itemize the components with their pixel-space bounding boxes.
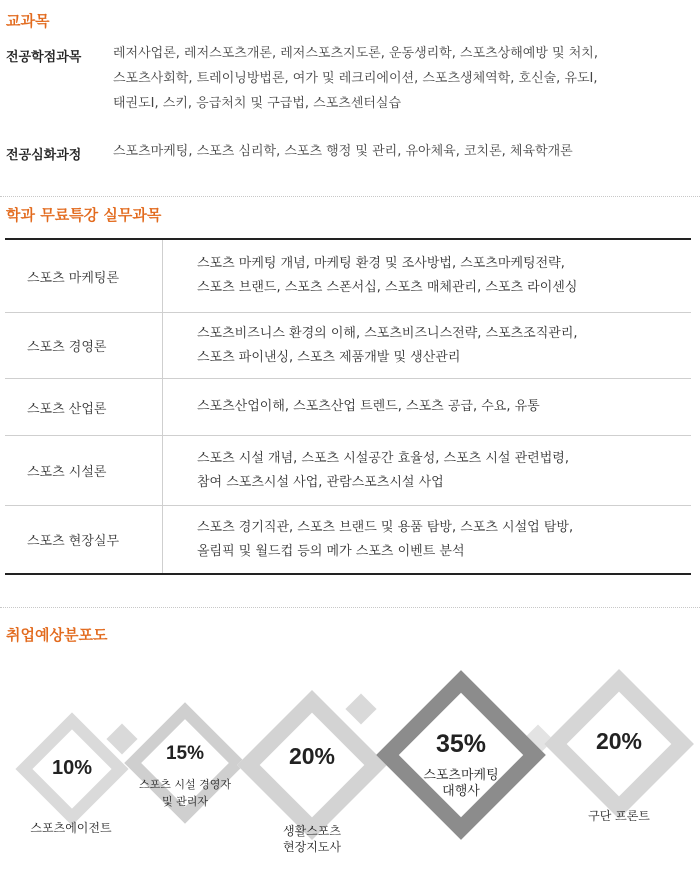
course-description: 스포츠 마케팅 개념, 마케팅 환경 및 조사방법, 스포츠마케팅전략, 스포츠 브랜드, 스포츠 스폰서십, 스포츠 매체관리, 스포츠 라이센싱	[197, 256, 578, 295]
percent-label: 10%	[51, 757, 93, 779]
employment-title: 취업예상분포도	[6, 626, 108, 644]
major-credit-label: 전공학점과목	[6, 50, 82, 65]
section-divider	[0, 196, 700, 197]
course-name: 스포츠 경영론	[5, 313, 163, 378]
job-label: 스포츠 시설 경영자 및 관리자	[138, 778, 231, 808]
table-row	[5, 378, 691, 435]
curriculum-title: 교과목	[6, 12, 50, 30]
percent-label: 20%	[595, 728, 643, 754]
special-courses-table	[5, 238, 691, 575]
percent-label: 15%	[165, 743, 205, 764]
course-name: 스포츠 시설론	[5, 436, 163, 505]
course-description: 스포츠 시설 개념, 스포츠 시설공간 효율성, 스포츠 시설 관련법령, 참여 스포츠시설 사업, 관람스포츠시설 사업	[197, 450, 569, 490]
job-label: 구단 프론트	[588, 809, 650, 823]
course-name: 스포츠 마케팅론	[5, 240, 163, 312]
percent-label: 20%	[288, 743, 336, 769]
table-row	[5, 312, 691, 378]
percent-label: 35%	[435, 730, 487, 758]
job-label: 스포츠에이전트	[30, 821, 112, 835]
job-label: 생활스포츠 현장지도사	[283, 824, 341, 854]
course-description: 스포츠비즈니스 환경의 이해, 스포츠비즈니스전략, 스포츠조직관리, 스포츠 파이낸싱, 스포츠 제품개발 및 생산관리	[197, 325, 578, 365]
major-credit-row	[6, 44, 696, 124]
table-row	[5, 435, 691, 505]
course-name: 스포츠 산업론	[5, 379, 163, 435]
employment-distribution-diagram	[0, 650, 700, 888]
job-label: 스포츠마케팅 대행사	[423, 768, 499, 799]
major-advanced-row	[6, 142, 696, 166]
course-description: 스포츠산업이해, 스포츠산업 트렌드, 스포츠 공급, 수요, 유통	[197, 399, 540, 414]
course-description: 스포츠 경기직관, 스포츠 브랜드 및 용품 탐방, 스포츠 시설업 탐방, 올림픽 및 월드컵 등의 메가 스포츠 이벤트 분석	[197, 519, 574, 559]
major-advanced-label: 전공심화과정	[6, 148, 82, 163]
special-courses-title: 학과 무료특강 실무과목	[6, 206, 162, 224]
major-advanced-courses: 스포츠마케팅, 스포츠 심리학, 스포츠 행정 및 관리, 유아체육, 코치론, 체육학개론	[113, 144, 573, 159]
connector-square	[106, 723, 137, 754]
table-row	[5, 505, 691, 573]
connector-square	[345, 693, 376, 724]
course-name: 스포츠 현장실무	[5, 506, 163, 573]
major-credit-courses: 레저사업론, 레저스포츠개론, 레저스포츠지도론, 운동생리학, 스포츠상해예방 및 처치, 스포츠사회학, 트레이닝방법론, 여가 및 레크리에이션, 스포츠생체역학, 호신술, 유도Ⅰ, 태권도Ⅰ, 스키, 응급처치 및 구급법, 스포츠센터실습	[113, 46, 598, 111]
table-row	[5, 240, 691, 312]
section-divider	[0, 607, 700, 608]
